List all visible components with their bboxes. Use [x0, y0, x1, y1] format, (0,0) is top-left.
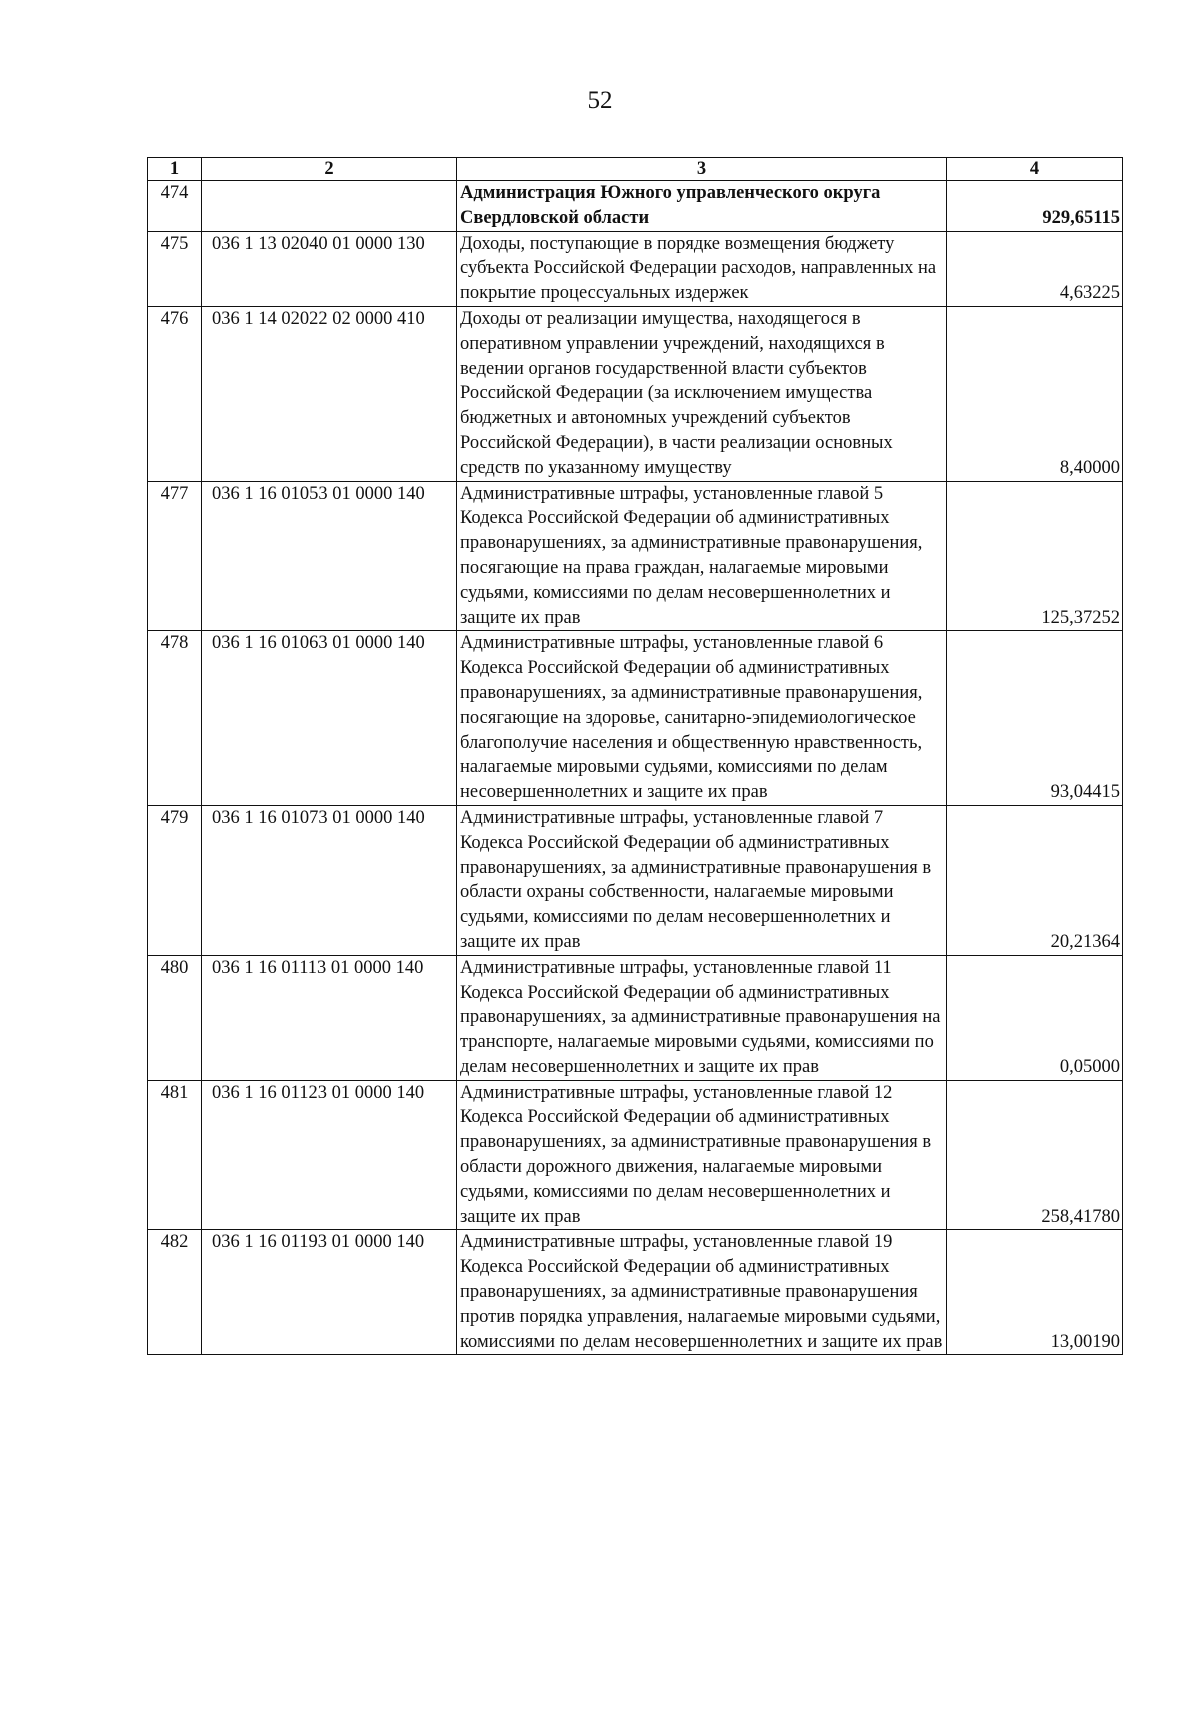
- table-row: [148, 1080, 1123, 1230]
- row-amount: 20,21364: [947, 805, 1123, 955]
- table-header-row: [148, 158, 1123, 181]
- row-description: Административные штрафы, установленные главой 7 Кодекса Российской Федерации об административных правонарушениях, за административные правонарушения в области охраны собственности, налагаемые мировыми судьями, комиссиями по делам несовершеннолетних и защите их прав: [457, 805, 947, 955]
- budget-code: 036 1 13 02040 01 0000 130: [202, 231, 457, 306]
- row-amount: 125,37252: [947, 481, 1123, 631]
- budget-code: 036 1 16 01193 01 0000 140: [202, 1230, 457, 1355]
- row-amount: 13,00190: [947, 1230, 1123, 1355]
- row-number: 479: [148, 805, 202, 955]
- budget-code: [202, 181, 457, 232]
- row-amount: 93,04415: [947, 631, 1123, 806]
- budget-code: 036 1 16 01073 01 0000 140: [202, 805, 457, 955]
- table-row: [148, 231, 1123, 306]
- page-number: 52: [587, 87, 613, 114]
- row-number: 480: [148, 955, 202, 1080]
- row-number: 478: [148, 631, 202, 806]
- budget-code: 036 1 16 01063 01 0000 140: [202, 631, 457, 806]
- row-amount: 0,05000: [947, 955, 1123, 1080]
- row-description: Административные штрафы, установленные главой 6 Кодекса Российской Федерации об административных правонарушениях, за административные правонарушения, посягающие на здоровье, санитарно-эпидемиологическое благополучие населения и общественную нравственность, налагаемые мировыми судьями, комиссиями по делам несовершеннолетних и защите их прав: [457, 631, 947, 806]
- column-header-2: 2: [202, 158, 457, 181]
- table-row: [148, 631, 1123, 806]
- column-header-3: 3: [457, 158, 947, 181]
- row-number: 481: [148, 1080, 202, 1230]
- table-row: [148, 805, 1123, 955]
- row-description: Административные штрафы, установленные главой 12 Кодекса Российской Федерации об административных правонарушениях, за административные правонарушения в области дорожного движения, налагаемые мировыми судьями, комиссиями по делам несовершеннолетних и защите их прав: [457, 1080, 947, 1230]
- row-number: 474: [148, 181, 202, 232]
- row-amount: 929,65115: [947, 181, 1123, 232]
- revenue-table: [147, 157, 1123, 1355]
- row-description: Доходы, поступающие в порядке возмещения бюджету субъекта Российской Федерации расходов, направленных на покрытие процессуальных издержек: [457, 231, 947, 306]
- table-row: [148, 181, 1123, 232]
- column-header-4: 4: [947, 158, 1123, 181]
- column-header-1: 1: [148, 158, 202, 181]
- row-number: 476: [148, 306, 202, 481]
- table-row: [148, 955, 1123, 1080]
- budget-code: 036 1 16 01053 01 0000 140: [202, 481, 457, 631]
- row-number: 482: [148, 1230, 202, 1355]
- row-number: 477: [148, 481, 202, 631]
- table-row: [148, 1230, 1123, 1355]
- row-number: 475: [148, 231, 202, 306]
- row-amount: 258,41780: [947, 1080, 1123, 1230]
- row-amount: 4,63225: [947, 231, 1123, 306]
- row-description: Администрация Южного управленческого округа Свердловской области: [457, 181, 947, 232]
- row-amount: 8,40000: [947, 306, 1123, 481]
- row-description: Административные штрафы, установленные главой 11 Кодекса Российской Федерации об административных правонарушениях, за административные правонарушения на транспорте, налагаемые мировыми судьями, комиссиями по делам несовершеннолетних и защите их прав: [457, 955, 947, 1080]
- row-description: Доходы от реализации имущества, находящегося в оперативном управлении учреждений, находящихся в ведении органов государственной власти субъектов Российской Федерации (за исключением имущества бюджетных и автономных учреждений субъектов Российской Федерации), в части реализации основных средств по указанному имуществу: [457, 306, 947, 481]
- budget-code: 036 1 16 01123 01 0000 140: [202, 1080, 457, 1230]
- row-description: Административные штрафы, установленные главой 5 Кодекса Российской Федерации об административных правонарушениях, за административные правонарушения, посягающие на права граждан, налагаемые мировыми судьями, комиссиями по делам несовершеннолетних и защите их прав: [457, 481, 947, 631]
- budget-code: 036 1 16 01113 01 0000 140: [202, 955, 457, 1080]
- row-description: Административные штрафы, установленные главой 19 Кодекса Российской Федерации об административных правонарушениях, за административные правонарушения против порядка управления, налагаемые мировыми судьями, комиссиями по делам несовершеннолетних и защите их прав: [457, 1230, 947, 1355]
- table-row: [148, 481, 1123, 631]
- budget-code: 036 1 14 02022 02 0000 410: [202, 306, 457, 481]
- table-row: [148, 306, 1123, 481]
